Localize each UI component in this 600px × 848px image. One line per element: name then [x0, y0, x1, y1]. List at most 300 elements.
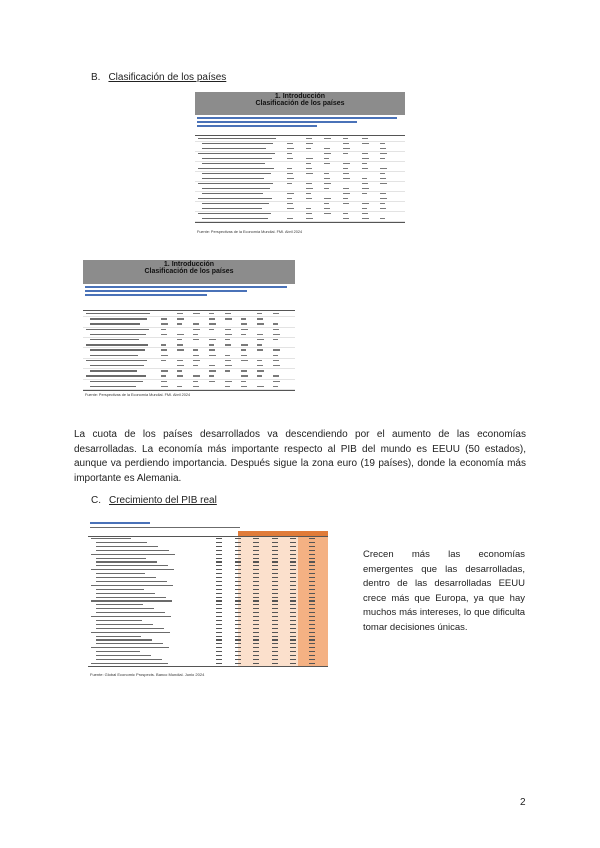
cell-line: [257, 349, 263, 350]
cell-line: [287, 198, 292, 199]
gdp-cell: [290, 616, 296, 617]
cell-line: [225, 313, 231, 314]
cell-line: [324, 138, 331, 139]
cell-line: [362, 208, 367, 209]
table-2-grid: [83, 284, 295, 392]
cell-line: [241, 349, 246, 350]
gdp-cell: [290, 542, 296, 543]
cell-line: [193, 334, 198, 335]
cell-line: [257, 370, 264, 371]
gdp-cell: [309, 663, 315, 664]
gdp-cell: [235, 550, 241, 551]
cell-line: [273, 355, 278, 356]
cell-line: [380, 208, 386, 209]
cell-line: [209, 313, 214, 314]
gdp-cell: [253, 636, 259, 637]
cell-line: [273, 329, 279, 330]
cell-line: [273, 381, 280, 382]
cell-line: [161, 344, 166, 345]
gdp-cell: [309, 616, 315, 617]
gdp-cell: [253, 624, 259, 625]
gdp-cell: [253, 581, 259, 582]
cell-line: [273, 323, 278, 324]
row-label-line: [86, 313, 150, 314]
gdp-cell: [290, 628, 296, 629]
table-1-grid: [195, 115, 405, 227]
table-2-source: Fuente: Perspectivas de la Economía Mundial. FMI. Abril 2024: [85, 393, 191, 397]
cell-line: [273, 375, 279, 376]
cell-line: [306, 163, 311, 164]
gdp-cell: [309, 600, 315, 601]
gdp-cell: [235, 577, 241, 578]
cell-line: [257, 339, 264, 340]
gdp-cell: [216, 651, 222, 652]
gdp-cell: [235, 612, 241, 613]
gdp-cell: [290, 620, 296, 621]
gdp-cell: [272, 604, 278, 605]
cell-line: [209, 339, 216, 340]
cell-line: [241, 355, 247, 356]
cell-line: [324, 163, 330, 164]
gdp-row-label: [96, 651, 140, 652]
gdp-row-label: [96, 628, 164, 629]
cell-line: [362, 178, 367, 179]
table-2-title: 1. Introducción: [163, 261, 215, 268]
gdp-cell: [290, 655, 296, 656]
cell-line: [161, 360, 166, 361]
gdp-row-label: [96, 659, 162, 660]
gdp-cell: [272, 651, 278, 652]
gdp-cell: [272, 600, 278, 601]
cell-line: [209, 370, 216, 371]
cell-line: [257, 313, 262, 314]
gdp-cell: [235, 589, 241, 590]
row-label-line: [90, 323, 140, 324]
gdp-cell: [253, 597, 259, 598]
gdp-cell: [216, 561, 222, 562]
cell-line: [273, 386, 278, 387]
cell-line: [343, 143, 349, 144]
cell-line: [257, 375, 262, 376]
cell-line: [225, 334, 232, 335]
cell-line: [193, 381, 198, 382]
gdp-cell: [272, 585, 278, 586]
gdp-cell: [290, 643, 296, 644]
gdp-cell: [309, 643, 315, 644]
gdp-cell: [272, 663, 278, 664]
gdp-row-label: [96, 573, 145, 574]
cell-line: [225, 381, 232, 382]
cell-line: [306, 183, 312, 184]
gdp-row-label: [96, 577, 156, 578]
row-label-line: [202, 163, 265, 164]
cell-line: [380, 193, 386, 194]
gdp-row-label: [91, 663, 168, 664]
cell-line: [324, 183, 331, 184]
gdp-cell: [272, 612, 278, 613]
gdp-cell: [235, 558, 241, 559]
cell-line: [287, 148, 294, 149]
gdp-title-line: [90, 522, 150, 524]
cell-line: [161, 334, 167, 335]
cell-line: [193, 360, 200, 361]
cell-line: [193, 313, 200, 314]
cell-line: [241, 334, 246, 335]
cell-line: [241, 386, 247, 387]
gdp-cell: [309, 624, 315, 625]
gdp-cell: [309, 581, 315, 582]
gdp-cell: [253, 600, 259, 601]
gdp-cell: [253, 538, 259, 539]
cell-line: [380, 183, 387, 184]
row-label-line: [198, 153, 275, 154]
cell-line: [287, 208, 294, 209]
gdp-cell: [253, 565, 259, 566]
cell-line: [241, 329, 248, 330]
gdp-cell: [290, 639, 296, 640]
cell-line: [257, 386, 264, 387]
cell-line: [287, 218, 293, 219]
row-rule: [195, 141, 405, 142]
gdp-row-label: [96, 612, 165, 613]
gdp-cell: [253, 639, 259, 640]
cell-line: [177, 313, 183, 314]
cell-line: [306, 188, 313, 189]
cell-line: [306, 138, 312, 139]
gdp-cell: [272, 569, 278, 570]
cell-line: [273, 349, 280, 350]
header-rule: [83, 310, 295, 311]
gdp-cell: [272, 577, 278, 578]
gdp-cell: [290, 659, 296, 660]
cell-line: [225, 355, 230, 356]
cell-line: [177, 334, 184, 335]
row-label-line: [198, 138, 276, 139]
cell-line: [324, 178, 330, 179]
row-label-line: [202, 193, 263, 194]
gdp-cell: [216, 604, 222, 605]
cell-line: [241, 318, 246, 319]
gdp-cell: [309, 659, 315, 660]
cell-line: [380, 148, 386, 149]
gdp-cell: [309, 550, 315, 551]
cell-line: [287, 173, 293, 174]
row-rule: [195, 181, 405, 182]
gdp-cell: [272, 550, 278, 551]
cell-line: [193, 339, 199, 340]
cell-line: [287, 178, 294, 179]
gdp-cell: [309, 585, 315, 586]
gdp-row-label: [96, 604, 143, 605]
gdp-cell: [235, 663, 241, 664]
row-rule: [195, 151, 405, 152]
row-label-line: [198, 213, 271, 214]
gdp-cell: [216, 593, 222, 594]
cell-line: [306, 168, 312, 169]
cell-line: [177, 323, 182, 324]
gdp-caption-line: [90, 527, 240, 528]
cell-line: [362, 183, 368, 184]
gdp-cell: [309, 647, 315, 648]
cell-line: [343, 198, 348, 199]
gdp-cell: [216, 554, 222, 555]
cell-line: [177, 375, 183, 376]
cell-line: [362, 163, 367, 164]
cell-line: [257, 323, 264, 324]
cell-line: [273, 365, 280, 366]
cell-line: [273, 360, 279, 361]
section-b-letter: B.: [91, 72, 101, 83]
gdp-cell: [272, 628, 278, 629]
cell-line: [225, 370, 230, 371]
cell-line: [161, 386, 168, 387]
gdp-cell: [272, 636, 278, 637]
gdp-cell: [235, 636, 241, 637]
cell-line: [241, 370, 247, 371]
gdp-cell: [253, 585, 259, 586]
gdp-cell: [253, 632, 259, 633]
gdp-cell: [216, 538, 222, 539]
cell-line: [362, 153, 368, 154]
gdp-cell: [272, 647, 278, 648]
gdp-cell: [290, 538, 296, 539]
gdp-cell: [216, 639, 222, 640]
gdp-cell: [272, 659, 278, 660]
cell-line: [241, 375, 248, 376]
gdp-cell: [253, 561, 259, 562]
row-label-line: [202, 173, 271, 174]
gdp-cell: [253, 569, 259, 570]
row-rule: [195, 171, 405, 172]
gdp-cell: [309, 558, 315, 559]
cell-line: [193, 323, 199, 324]
gdp-cell: [272, 558, 278, 559]
cell-line: [177, 370, 182, 371]
gdp-row-label: [96, 581, 167, 582]
cell-line: [225, 329, 231, 330]
gdp-cell: [309, 573, 315, 574]
cell-line: [306, 148, 311, 149]
cell-line: [306, 158, 313, 159]
gdp-cell: [290, 589, 296, 590]
gdp-cell: [235, 573, 241, 574]
cell-line: [324, 153, 331, 154]
cell-line: [193, 365, 198, 366]
gdp-cell: [235, 554, 241, 555]
cell-line: [287, 203, 293, 204]
gdp-cell: [253, 558, 259, 559]
cell-line: [306, 208, 311, 209]
row-label-line: [202, 148, 266, 149]
gdp-cell: [253, 608, 259, 609]
gdp-bottom-rule: [88, 666, 328, 667]
table-2-subtitle: Clasificación de los países: [144, 268, 234, 275]
section-c-letter: C.: [91, 495, 101, 506]
row-rule: [195, 211, 405, 212]
row-label-line: [90, 381, 143, 382]
row-rule: [83, 347, 295, 348]
cell-line: [343, 218, 349, 219]
gdp-row-label: [96, 558, 146, 559]
gdp-cell: [253, 655, 259, 656]
cell-line: [380, 173, 385, 174]
gdp-row-label: [96, 643, 163, 644]
gdp-cell: [253, 550, 259, 551]
gdp-cell: [290, 554, 296, 555]
gdp-cell: [290, 624, 296, 625]
cell-line: [287, 143, 293, 144]
gdp-cell: [272, 632, 278, 633]
table-1-subtitle: Clasificación de los países: [255, 100, 345, 107]
gdp-cell: [290, 565, 296, 566]
cell-line: [209, 355, 216, 356]
gdp-cell: [290, 600, 296, 601]
cell-line: [380, 203, 385, 204]
gdp-cell: [290, 604, 296, 605]
cell-line: [343, 203, 349, 204]
gdp-cell: [290, 612, 296, 613]
cell-line: [257, 360, 262, 361]
gdp-cell: [309, 538, 315, 539]
gdp-cell: [216, 542, 222, 543]
gdp-cell: [272, 546, 278, 547]
row-label-line: [202, 143, 273, 144]
cell-line: [343, 188, 349, 189]
gdp-cell: [309, 561, 315, 562]
cell-line: [177, 349, 184, 350]
gdp-cell: [272, 554, 278, 555]
gdp-cell: [290, 573, 296, 574]
gdp-cell: [235, 546, 241, 547]
cell-line: [193, 375, 200, 376]
row-label-line: [90, 370, 137, 371]
row-label-line: [202, 188, 270, 189]
body-paragraph: La cuota de los países desarrollados va descendiendo por el aumento de las economías desarrolladas. La economía más importante respecto al PIB del mundo es EEUU (50 estados), aunque va perdiendo importancia. Después sigue la zona euro (19 países), donde la economía más importante es Alemania.: [74, 429, 526, 484]
cell-line: [324, 198, 331, 199]
cell-line: [193, 386, 199, 387]
cell-line: [209, 329, 214, 330]
cell-line: [343, 193, 350, 194]
gdp-row-label: [96, 546, 158, 547]
header-rule: [195, 135, 405, 136]
gdp-cell: [253, 593, 259, 594]
gdp-cell: [272, 616, 278, 617]
gdp-cell: [235, 608, 241, 609]
gdp-row-label: [91, 554, 175, 555]
gdp-cell: [216, 581, 222, 582]
gdp-cell: [309, 546, 315, 547]
gdp-cell: [309, 593, 315, 594]
gdp-cell: [235, 569, 241, 570]
cell-line: [343, 178, 350, 179]
gdp-cell: [216, 620, 222, 621]
gdp-cell: [253, 577, 259, 578]
cell-line: [273, 313, 279, 314]
gdp-cell: [216, 597, 222, 598]
gdp-cell: [253, 643, 259, 644]
gdp-cell: [216, 632, 222, 633]
gdp-cell: [309, 612, 315, 613]
row-label-line: [90, 334, 146, 335]
row-label-line: [198, 183, 273, 184]
row-label-line: [86, 360, 147, 361]
gdp-table-source: Fuente: Global Economic Prospects. Banco Mundial. Junio 2024: [90, 672, 205, 677]
row-label-line: [202, 218, 268, 219]
gdp-cell: [290, 597, 296, 598]
cell-line: [380, 198, 387, 199]
cell-line: [225, 339, 230, 340]
cell-line: [257, 334, 263, 335]
cell-line: [324, 208, 330, 209]
gdp-row-label: [91, 600, 172, 601]
gdp-cell: [309, 636, 315, 637]
row-label-line: [198, 198, 272, 199]
cell-line: [362, 138, 368, 139]
cell-line: [177, 386, 182, 387]
cell-line: [193, 329, 200, 330]
gdp-cell: [235, 643, 241, 644]
cell-line: [287, 153, 292, 154]
cell-line: [161, 329, 166, 330]
cell-line: [306, 198, 312, 199]
gdp-cell: [235, 616, 241, 617]
gdp-cell: [235, 593, 241, 594]
gdp-row-label: [91, 569, 174, 570]
gdp-cell: [272, 593, 278, 594]
gdp-cell: [235, 542, 241, 543]
gdp-cell: [309, 628, 315, 629]
cell-line: [257, 365, 263, 366]
gdp-cell: [290, 569, 296, 570]
cell-line: [306, 173, 313, 174]
cell-line: [209, 323, 216, 324]
cell-line: [306, 193, 311, 194]
gdp-cell: [235, 659, 241, 660]
gdp-cell: [272, 542, 278, 543]
row-rule: [83, 358, 295, 359]
row-label-line: [90, 318, 147, 319]
gdp-cell: [216, 624, 222, 625]
cell-line: [287, 168, 292, 169]
gdp-row-label: [96, 593, 155, 594]
cell-line: [209, 375, 214, 376]
gdp-cell: [235, 565, 241, 566]
row-label-line: [90, 339, 139, 340]
gdp-cell: [309, 577, 315, 578]
cell-line: [343, 163, 350, 164]
cell-line: [306, 213, 312, 214]
gdp-cell: [216, 573, 222, 574]
cell-line: [380, 178, 386, 179]
gdp-cell: [272, 581, 278, 582]
cell-line: [343, 173, 349, 174]
row-label-line: [202, 208, 262, 209]
gdp-cell: [216, 628, 222, 629]
gdp-cell: [216, 565, 222, 566]
gdp-cell: [272, 624, 278, 625]
gdp-row-label: [96, 550, 169, 551]
row-rule: [195, 161, 405, 162]
cell-line: [380, 218, 385, 219]
cell-line: [380, 153, 387, 154]
gdp-cell: [272, 655, 278, 656]
gdp-cell: [290, 636, 296, 637]
table-1-source: Fuente: Perspectivas de la Economía Mundial. FMI. Abril 2024: [197, 230, 303, 234]
gdp-row-label: [96, 608, 154, 609]
cell-line: [209, 349, 215, 350]
cell-line: [209, 365, 215, 366]
row-rule: [195, 191, 405, 192]
